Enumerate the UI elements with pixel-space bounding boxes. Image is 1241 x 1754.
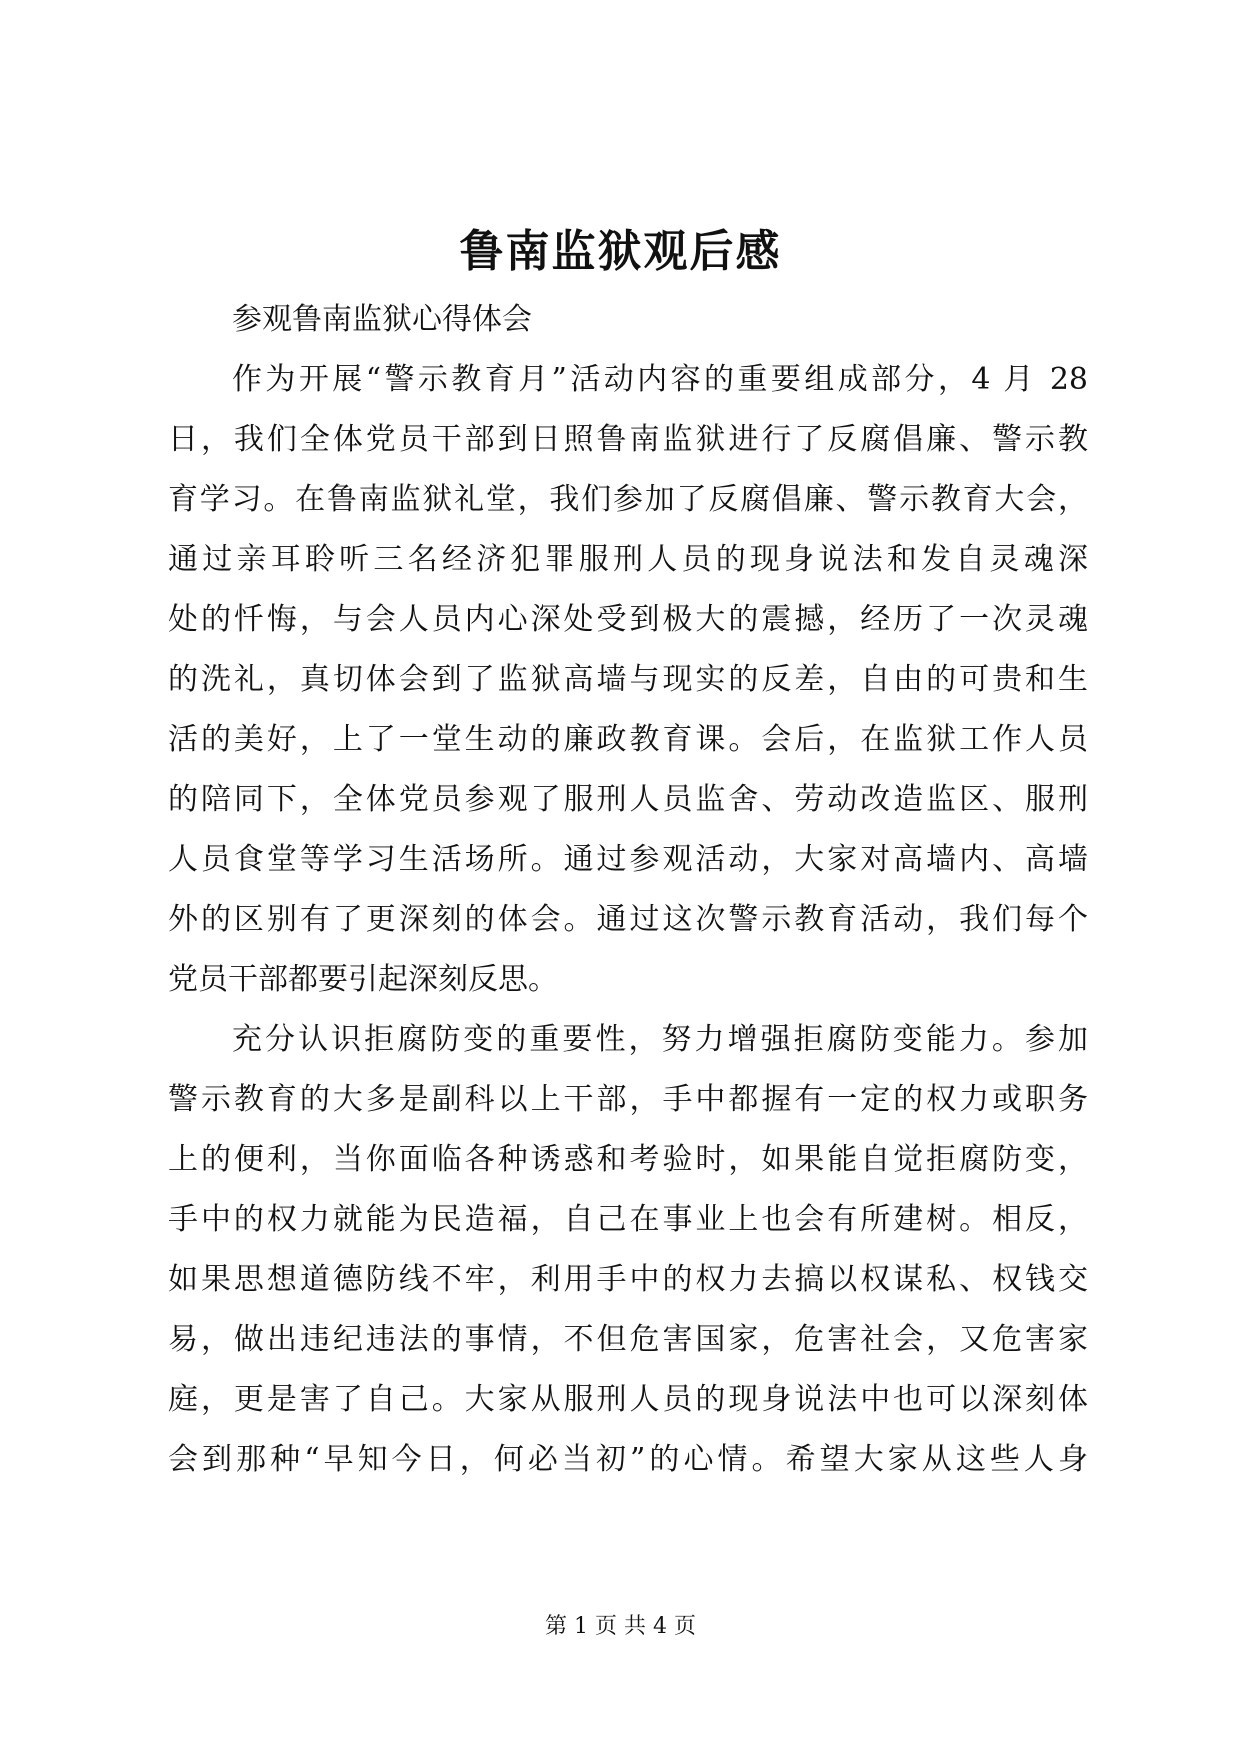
text-line: 活的美好，上了一堂生动的廉政教育课。会后，在监狱工作人员 xyxy=(168,722,1088,757)
text-line: 充分认识拒腐防变的重要性，努力增强拒腐防变能力。参加 xyxy=(232,1022,1088,1057)
text-line: 作为开展“警示教育月”活动内容的重要组成部分，4 月 28 xyxy=(232,362,1088,397)
text-line: 如果思想道德防线不牢，利用手中的权力去搞以权谋私、权钱交 xyxy=(168,1262,1088,1297)
text-line: 警示教育的大多是副科以上干部，手中都握有一定的权力或职务 xyxy=(168,1082,1088,1117)
document-title: 鲁南监狱观后感 xyxy=(459,226,782,277)
text-line: 会到那种“早知今日，何必当初”的心情。希望大家从这些人身 xyxy=(168,1442,1088,1477)
document-subtitle: 参观鲁南监狱心得体会 xyxy=(232,302,532,337)
text-line: 党员干部都要引起深刻反思。 xyxy=(168,962,558,997)
text-line: 育学习。在鲁南监狱礼堂，我们参加了反腐倡廉、警示教育大会， xyxy=(168,482,1088,517)
paragraph-2 xyxy=(168,1010,1088,1490)
text-line: 通过亲耳聆听三名经济犯罪服刑人员的现身说法和发自灵魂深 xyxy=(168,542,1088,577)
paragraph-1 xyxy=(168,350,1088,1010)
text-line: 易，做出违纪违法的事情，不但危害国家，危害社会，又危害家 xyxy=(168,1322,1088,1357)
text-line: 外的区别有了更深刻的体会。通过这次警示教育活动，我们每个 xyxy=(168,902,1088,937)
text-line: 的陪同下，全体党员参观了服刑人员监舍、劳动改造监区、服刑 xyxy=(168,782,1088,817)
text-line: 手中的权力就能为民造福，自己在事业上也会有所建树。相反， xyxy=(168,1202,1088,1237)
document-body xyxy=(168,290,1088,1490)
text-line: 人员食堂等学习生活场所。通过参观活动，大家对高墙内、高墙 xyxy=(168,842,1088,877)
text-line: 日，我们全体党员干部到日照鲁南监狱进行了反腐倡廉、警示教 xyxy=(168,422,1088,457)
text-line: 的洗礼，真切体会到了监狱高墙与现实的反差，自由的可贵和生 xyxy=(168,662,1088,697)
page-number-footer: 第 1 页 共 4 页 xyxy=(545,1614,696,1639)
text-line: 庭，更是害了自己。大家从服刑人员的现身说法中也可以深刻体 xyxy=(168,1382,1088,1417)
text-line: 上的便利，当你面临各种诱惑和考验时，如果能自觉拒腐防变， xyxy=(168,1142,1088,1177)
text-line: 处的忏悔，与会人员内心深处受到极大的震撼，经历了一次灵魂 xyxy=(168,602,1088,637)
